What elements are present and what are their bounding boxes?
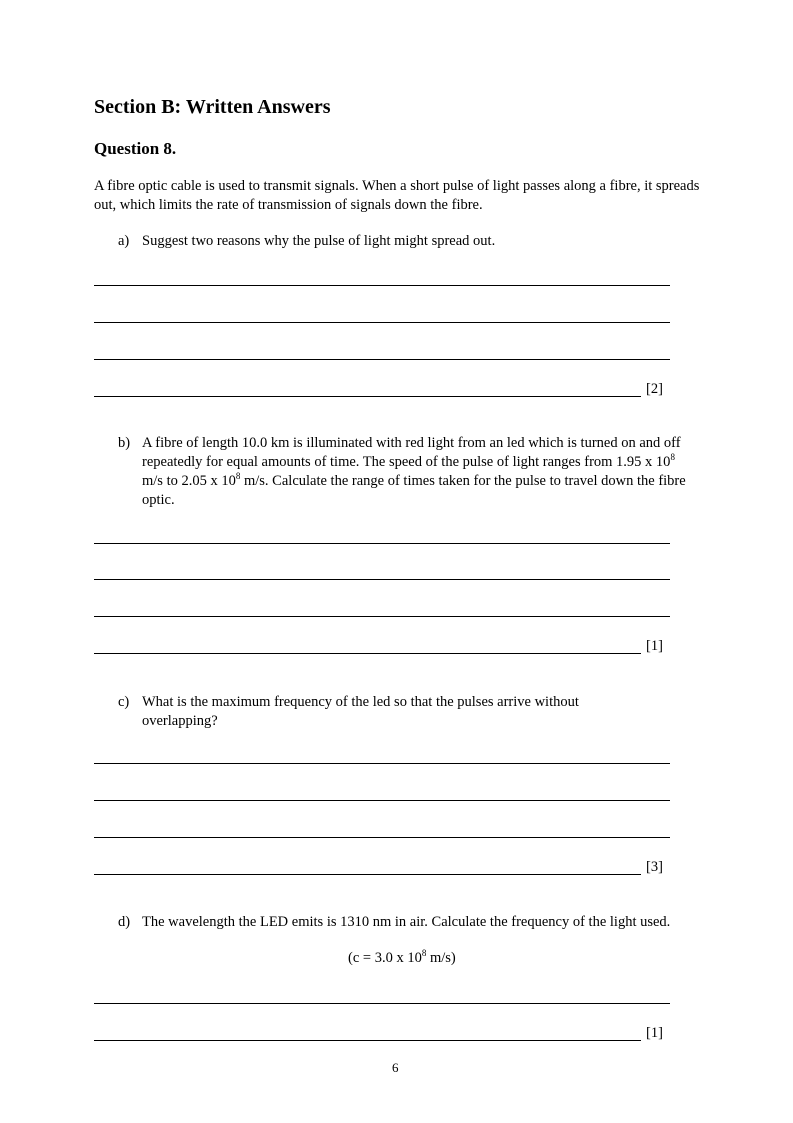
answer-line[interactable] [94, 616, 670, 617]
answer-line[interactable] [94, 837, 670, 838]
part-a [118, 232, 698, 251]
marks-c: [3] [646, 859, 663, 875]
answer-line[interactable] [94, 322, 670, 323]
answer-line[interactable] [94, 579, 670, 580]
answer-line[interactable] [94, 1040, 641, 1041]
answer-line[interactable] [94, 874, 641, 875]
answer-line[interactable] [94, 763, 670, 764]
page-number: 6 [392, 1060, 399, 1075]
answer-line[interactable] [94, 543, 670, 544]
part-d [118, 913, 698, 932]
part-a-text: Suggest two reasons why the pulse of light might spread out. [142, 233, 496, 249]
part-d-text: The wavelength the LED emits is 1310 nm in air. Calculate the frequency of the light used. [142, 914, 671, 930]
formula: (c = 3.0 x $10^8$ m/s) [348, 948, 456, 966]
marks-a: [2] [646, 381, 663, 397]
question-title: Question 8. [94, 139, 177, 158]
answer-line[interactable] [94, 285, 670, 286]
part-c-text: What is the maximum frequency of the led so that the pulses arrive without overlapping? [142, 694, 579, 729]
question-intro: A fibre optic cable is used to transmit signals. When a short pulse of light passes along a fibre, it spreads out, which limits the rate of transmission of signals down the fibre. [94, 178, 700, 213]
part-b-text: A fibre of length 10.0 km is illuminated with red light from an led which is turned on and off repeatedly for equal amounts of time. The speed of the pulse of light ranges from 1.95 x $10^8$ m/s to 2.05 x $10^8$ m/s. Calculate the range of times taken for the pulse to travel down the fibre optic. [142, 435, 686, 508]
marks-b: [1] [646, 638, 663, 654]
part-c-label: c) [118, 694, 130, 710]
answer-line[interactable] [94, 396, 641, 397]
part-a-label: a) [118, 233, 130, 249]
answer-line[interactable] [94, 653, 641, 654]
part-b-label: b) [118, 435, 131, 451]
answer-line[interactable] [94, 1003, 670, 1004]
section-title: Section B: Written Answers [94, 96, 331, 118]
marks-d: [1] [646, 1025, 663, 1041]
answer-line[interactable] [94, 800, 670, 801]
part-b [118, 434, 698, 510]
answer-line[interactable] [94, 359, 670, 360]
part-d-label: d) [118, 914, 131, 930]
part-c [118, 693, 638, 731]
